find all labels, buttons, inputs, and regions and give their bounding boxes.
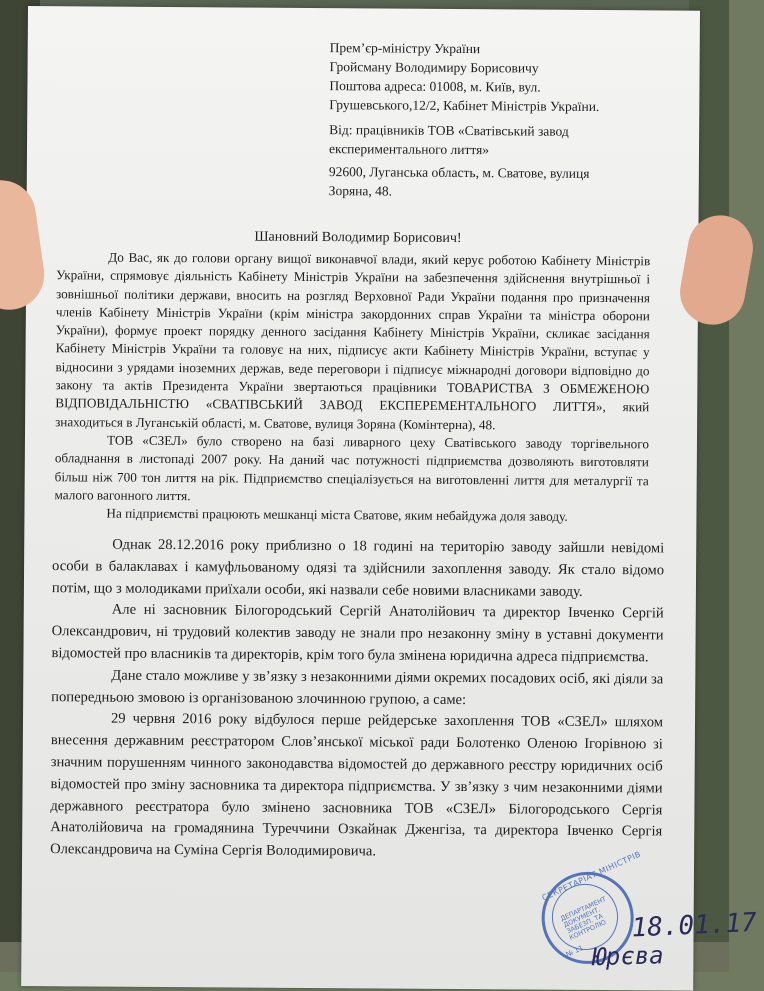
sender-address-line: 92600, Луганська область, м. Сватове, вулиця bbox=[328, 164, 590, 181]
letter-page bbox=[21, 6, 758, 991]
addressee-line: Грушевського,12/2, Кабінет Міністрів України. bbox=[329, 97, 600, 114]
sender-address-line: Зоряна, 48. bbox=[328, 183, 393, 199]
handwritten-date: 18.01.17 bbox=[630, 907, 758, 944]
addressee-line: Поштова адреса: 01008, м. Київ, вул. bbox=[329, 78, 541, 95]
letter-body-part-2 bbox=[50, 534, 664, 865]
letter-body-part-1 bbox=[54, 248, 650, 527]
addressee-line: Гройсману Володимиру Борисовичу bbox=[329, 59, 539, 76]
stamp-number: № 11 bbox=[564, 943, 585, 959]
stamp-inner-text: ДЕПАРТАМЕНТ ДОКУМЕНТ. ЗАБЕЗП. ТА КОНТРОЛЮ bbox=[559, 895, 608, 942]
paragraph: Дане стало можливе у зв’язку з незаконними діями окремих посадових осіб, які діяли за попередньою змовою із організованою злочинною групою, а саме: bbox=[51, 667, 664, 708]
paragraph: Але ні засновник Білогородський Сергій Анатолійович та директор Івченко Сергій Олександрович, ні трудовий колектив заводу не знали про незаконну зміну в уставні документи відомостей про власників та директорів, крім того була змінена юридична адреса підприємства. bbox=[51, 601, 664, 666]
sender-address bbox=[329, 162, 669, 202]
salutation: Шановний Володимир Борисович! bbox=[254, 229, 462, 247]
stamp-outer-text: СЕКРЕТАРІАТ МІНІСТРІВ bbox=[540, 849, 643, 903]
paragraph: Однак 28.12.2016 року приблизно о 18 годині на територію заводу зайшли невідомі особи в балаклавах і камуфльованому одязі та здійснили захоплення заводу. Як стало відомо потім, що з молодиками приїхали особи, які назвали себе новими власниками заводу. bbox=[51, 536, 665, 600]
paragraph: До Вас, як до голови органу вищої виконавчої влади, який керує роботою Кабінету Міністрів України, спрямовує діяльність Кабінету Міністрів України на забезпечення здійснення внутрішньої і зовнішньої політики держави, вносить на розгляд Верховної Ради України подання про призначення членів Кабінету Міністрів України (крім міністра закордонних справ України та міністра оборони України), формує проект порядку денного засідання Кабінету Міністрів України, скликає засідання Кабінету Міністрів України та головує на них, підписує акти Кабінету Міністрів України, вступає у відносини з урядами іноземних держав, веде переговори і підписує міжнародні договори відповідно до закону та актів Президента України звертаються працівники ТОВАРИСТВА З ОБМЕЖЕНОЮ ВІДПОВІДАЛЬНІСТЮ «СВАТІВСЬКИЙ ЗАВОД ЕКСПЕРЕМЕНТАЛЬНОГО ЛИТТЯ», який знаходиться в Луганській області, м. Сватове, вулиця Зоряна (Комінтерна), 48. bbox=[55, 249, 651, 432]
sender-block bbox=[329, 120, 669, 160]
addressee-block bbox=[329, 38, 680, 116]
sender-line: Від: працівників ТОВ «Сватівський завод bbox=[329, 122, 569, 139]
paragraph: ТОВ «СЗЕЛ» було створено на базі ливарного цеху Сватівського заводу торгівельного обладнання в листопаді 2007 року. На даний час потужності підприємства дозволяють виготовляти більш ніж 700 тон лиття на рік. Підприємство спеціалізується на виготовленні лиття для металургії та малого вагонного лиття. bbox=[54, 432, 650, 504]
addressee-line: Прем’єр-міністру України bbox=[329, 40, 481, 57]
sender-line: експериментального лиття» bbox=[328, 141, 490, 158]
paragraph: На підприємстві працюють мешканці міста Сватове, яким небайдужа доля заводу. bbox=[106, 505, 568, 524]
paragraph: 29 червня 2016 року відбулося перше рейдерське захоплення ТОВ «СЗЕЛ» шляхом внесення державним реєстратором Слов’янської міської ради Болотенко Оленою Ігорівною зі значним порушенням чинного законодавства відомостей до державного реєстру юридичних осіб відомостей про зміну засновника та директора підприємства. У зв’язку з чим незаконними діями державного реєстратора було змінено засновника ТОВ «СЗЕЛ» Білогородського Сергія Анатолійовича на громадянина Туреччини Озкайнак Дженгіза, та директора Івченко Сергія Олександровича на Суміна Сергія Володимировича. bbox=[50, 710, 664, 860]
handwritten-signature: Юрєва bbox=[591, 941, 665, 972]
